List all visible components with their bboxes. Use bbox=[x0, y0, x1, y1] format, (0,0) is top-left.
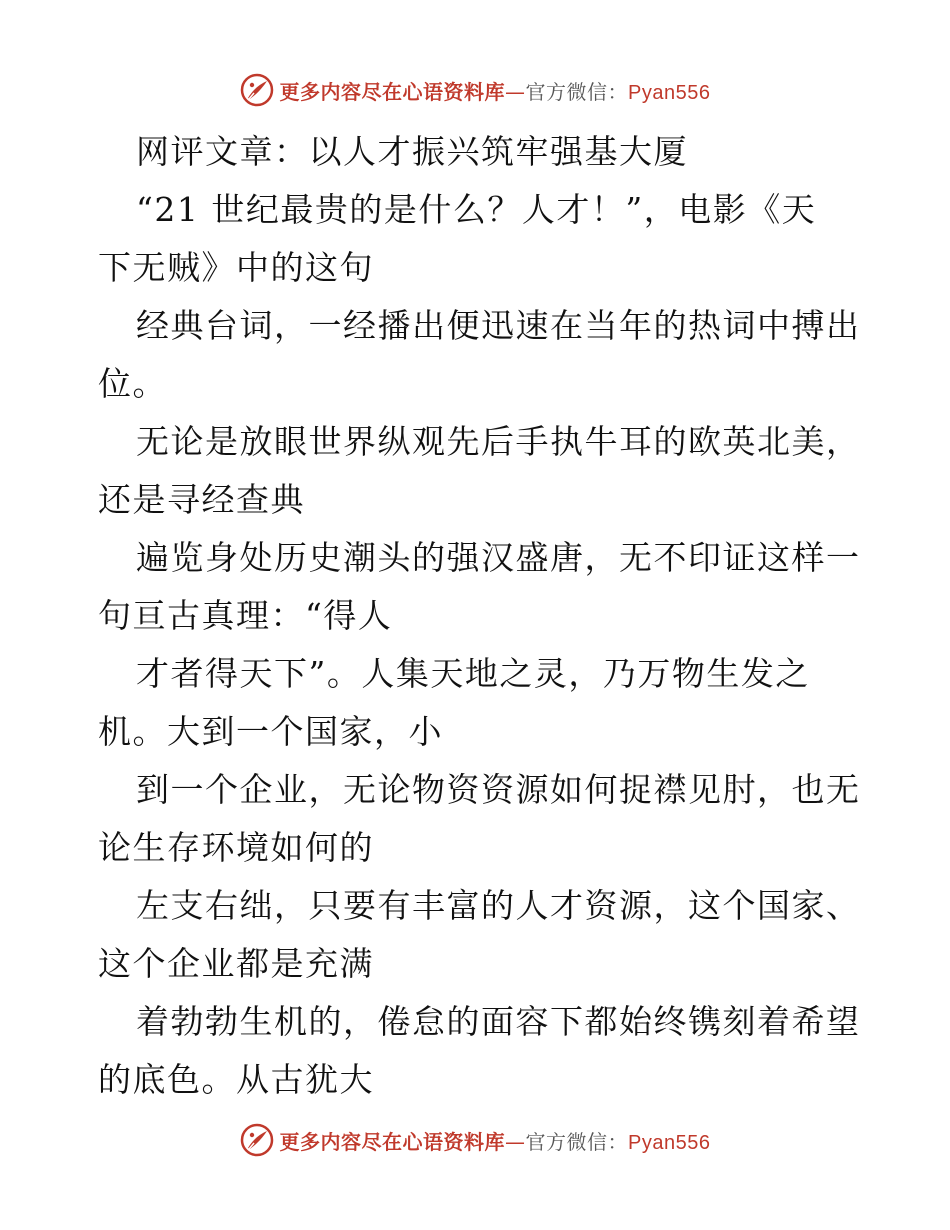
footer-banner-text bbox=[280, 1126, 711, 1155]
paragraph-line: 下无贼》中的这句 bbox=[98, 248, 374, 287]
header-banner-text bbox=[280, 76, 711, 105]
paragraph-line: 位。 bbox=[98, 364, 167, 403]
footer-dash: — bbox=[505, 1129, 526, 1154]
header-wechat-label: 官方微信： bbox=[525, 79, 629, 104]
paragraph-line: 遍览身处历史潮头的强汉盛唐，无不印证这样一 bbox=[136, 538, 861, 577]
paragraph-line: 无论是放眼世界纵观先后手执牛耳的欧英北美， bbox=[136, 422, 861, 461]
quill-pen-logo-icon bbox=[240, 1123, 274, 1157]
paragraph-line: 句亘古真理：“得人 bbox=[98, 596, 393, 635]
footer-lead: 更多内容尽在心语资料库 bbox=[279, 1129, 506, 1154]
header-dash: — bbox=[505, 79, 526, 104]
paragraph-line: 才者得天下”。人集天地之灵，乃万物生发之 bbox=[136, 654, 810, 693]
paragraph-line: 还是寻经查典 bbox=[98, 480, 305, 519]
header-banner bbox=[0, 72, 950, 108]
paragraph-line: 论生存环境如何的 bbox=[98, 828, 374, 867]
document-title: 网评文章：以人才振兴筑牢强基大厦 bbox=[136, 132, 688, 171]
paragraph-line: 这个企业都是充满 bbox=[98, 944, 374, 983]
header-lead: 更多内容尽在心语资料库 bbox=[279, 79, 506, 104]
footer-wechat-label: 官方微信： bbox=[525, 1129, 629, 1154]
quill-pen-logo-icon bbox=[240, 73, 274, 107]
paragraph-line: 经典台词，一经播出便迅速在当年的热词中搏出 bbox=[136, 306, 861, 345]
paragraph-line: 到一个企业，无论物资资源如何捉襟见肘，也无 bbox=[136, 770, 861, 809]
paragraph-line: 着勃勃生机的，倦怠的面容下都始终镌刻着希望 bbox=[136, 1002, 861, 1041]
footer-wechat-handle: Pyan556 bbox=[628, 1131, 711, 1154]
document-body bbox=[98, 123, 861, 1109]
header-wechat-handle: Pyan556 bbox=[628, 81, 711, 104]
paragraph-line: 左支右绌，只要有丰富的人才资源，这个国家、 bbox=[136, 886, 861, 925]
paragraph-line: 的底色。从古犹大 bbox=[98, 1060, 374, 1099]
paragraph-line: 机。大到一个国家，小 bbox=[98, 712, 443, 751]
paragraph-line: “21 世纪最贵的是什么？人才！”，电影《天 bbox=[136, 190, 817, 229]
footer-banner bbox=[0, 1122, 950, 1158]
